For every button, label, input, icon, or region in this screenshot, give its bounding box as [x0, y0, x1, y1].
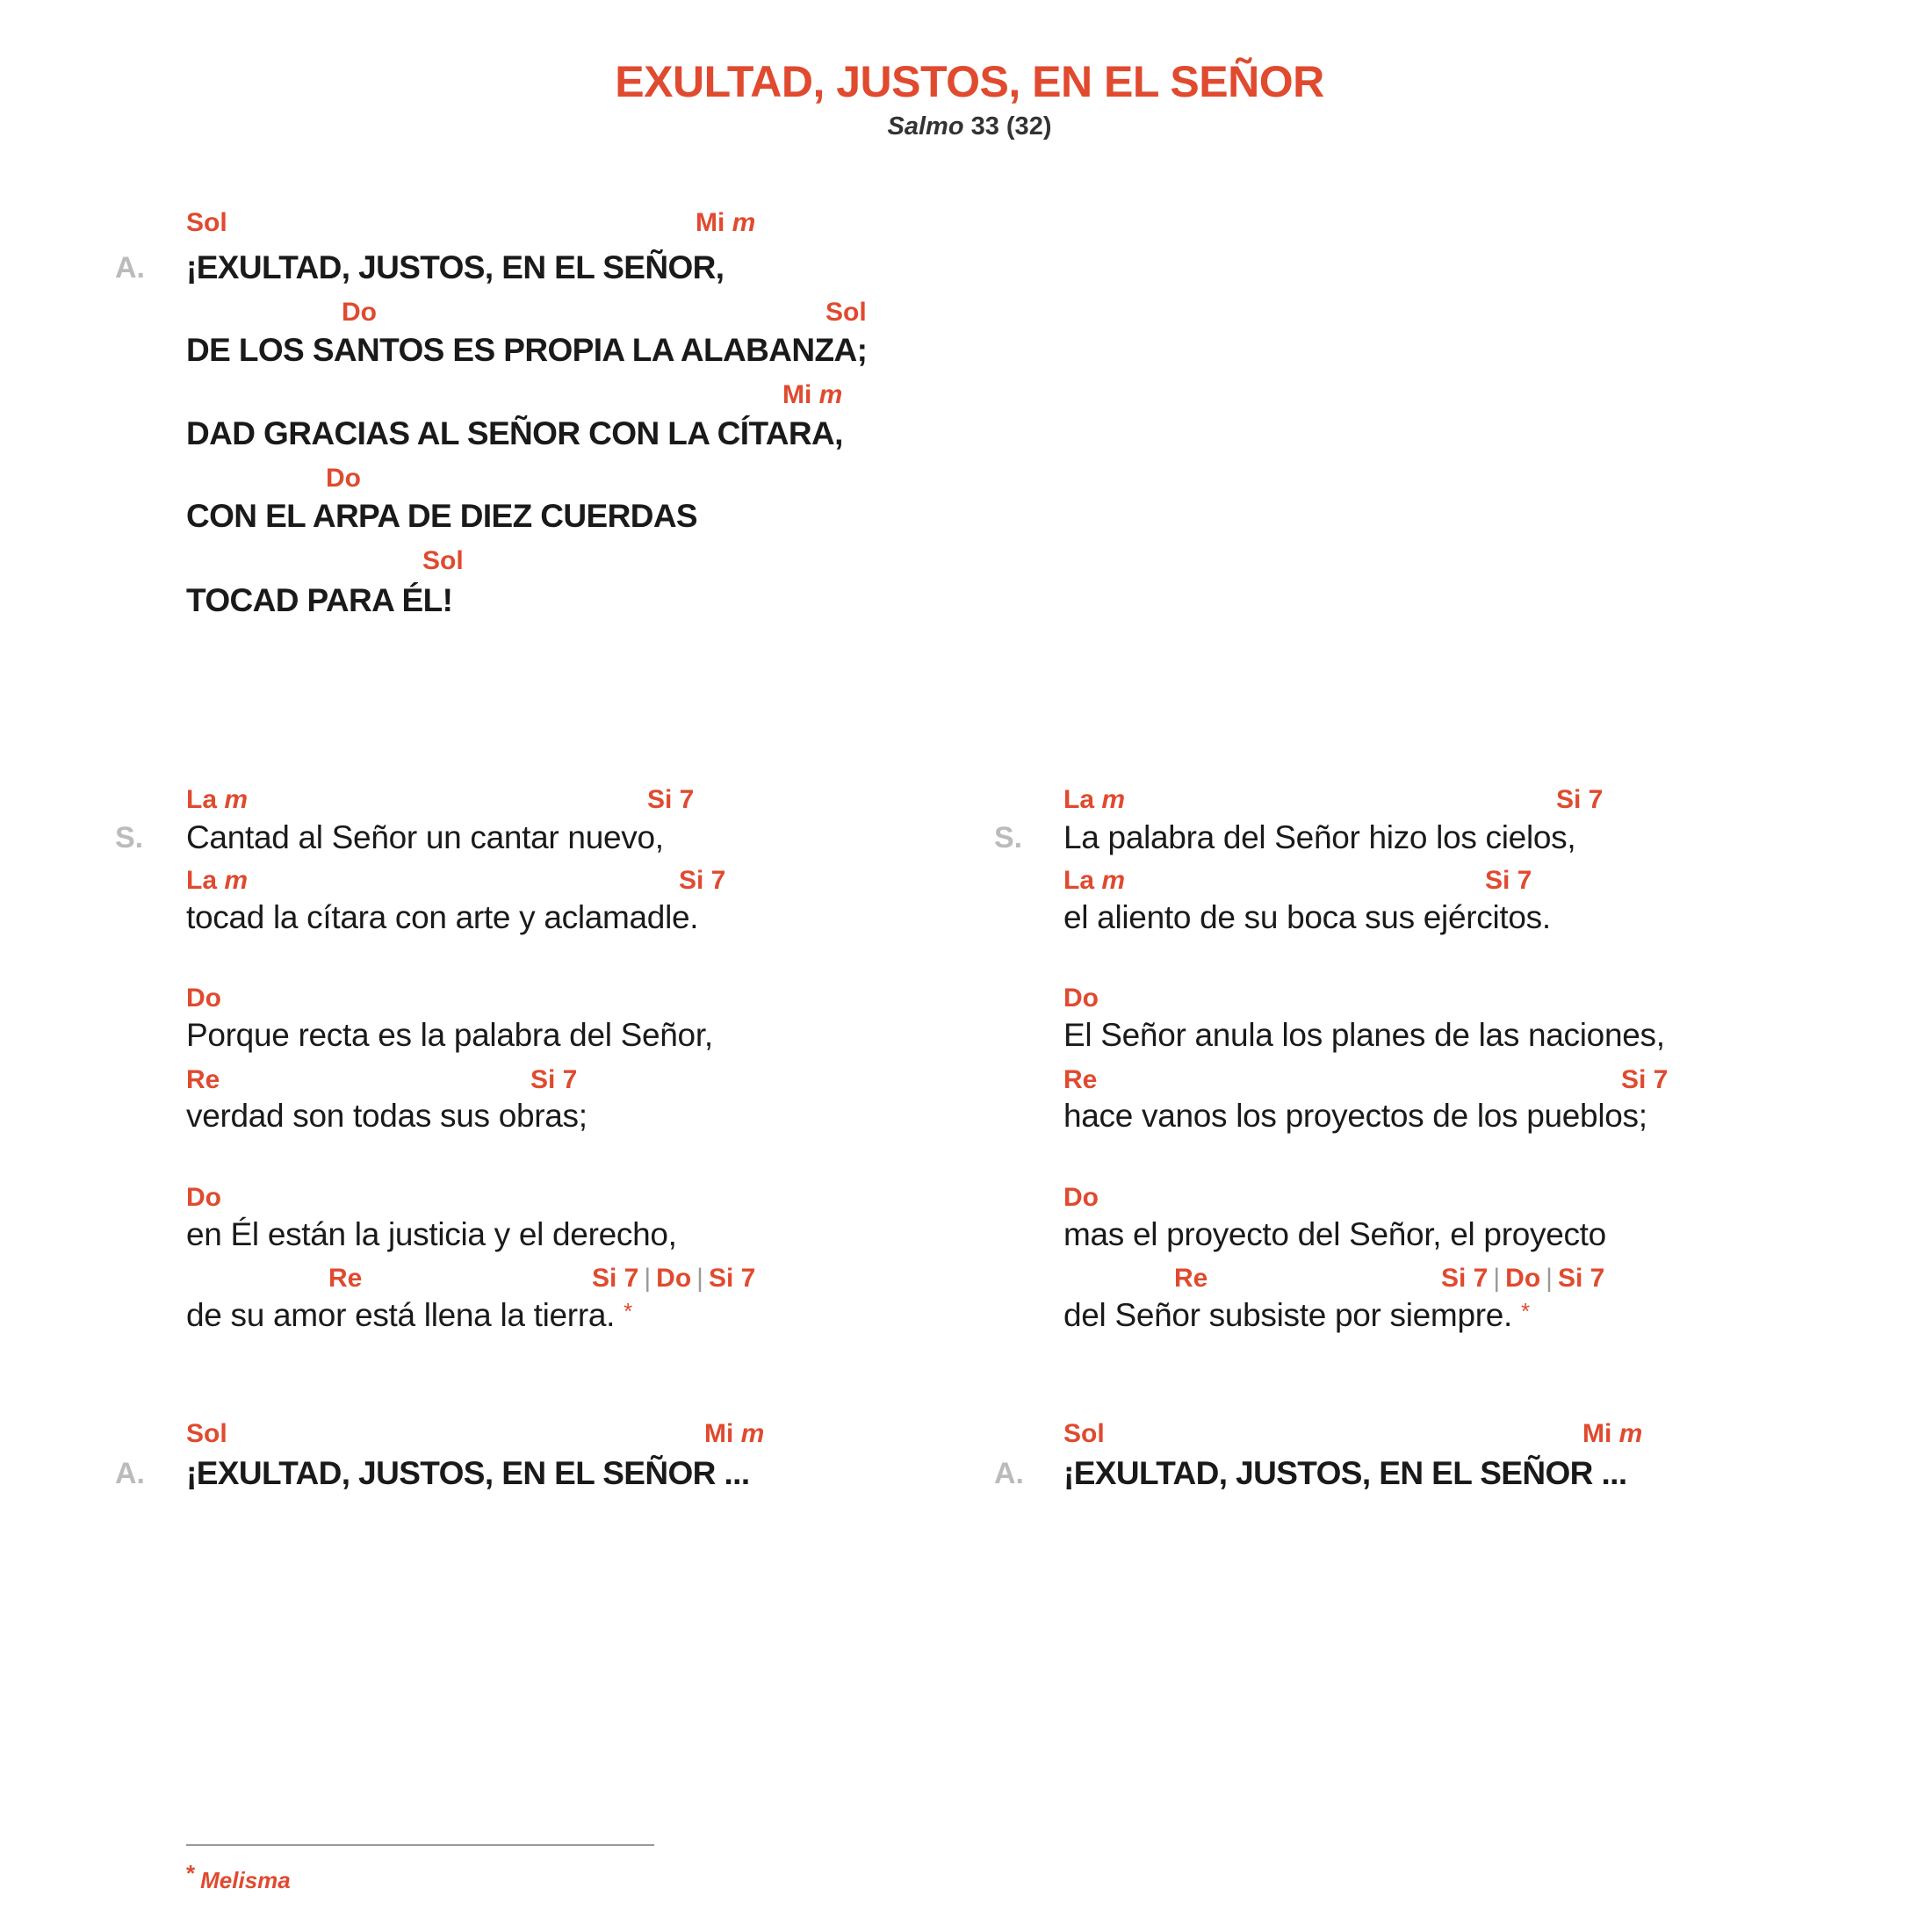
chord: Do [656, 1264, 692, 1293]
antiphon-label: A. [115, 251, 145, 285]
chord: Si 7 [1556, 785, 1604, 814]
chord: Re [328, 1264, 363, 1293]
lyric-line: TOCAD PARA ÉL! [186, 582, 453, 618]
subtitle-psalm: Salmo [887, 112, 964, 141]
chord: Re [186, 1065, 220, 1094]
antiphon-label: A. [994, 1457, 1024, 1490]
melisma-mark: * [624, 1298, 632, 1324]
chord: Sol [825, 298, 867, 327]
lyric-text: del Señor subsiste por siempre. [1063, 1297, 1513, 1333]
chord [1063, 785, 1125, 815]
chord: Re [1174, 1264, 1208, 1293]
chord-modifier: m [224, 785, 249, 814]
lyric-line: CON EL ARPA DE DIEZ CUERDAS [186, 498, 698, 534]
footnote-text: Melisma [200, 1867, 291, 1893]
chord-root: La [186, 785, 218, 814]
lyric-line: DAD GRACIAS AL SEÑOR CON LA CÍTARA, [186, 415, 843, 451]
page-title: EXULTAD, JUSTOS, EN EL SEÑOR [615, 57, 1324, 106]
lyric-line: ¡EXULTAD, JUSTOS, EN EL SEÑOR, [186, 249, 724, 285]
chord-sequence [1441, 1264, 1604, 1294]
chord-modifier: m [740, 1419, 765, 1448]
chord: Sol [186, 1419, 227, 1448]
lyric-line: ¡EXULTAD, JUSTOS, EN EL SEÑOR ... [1063, 1455, 1627, 1491]
lyric-line: hace vanos los proyectos de los pueblos; [1063, 1098, 1647, 1134]
chord [696, 208, 755, 238]
chord-root: La [1063, 785, 1095, 814]
chord-modifier: m [1101, 866, 1126, 895]
chord-root: Mi [1582, 1419, 1612, 1448]
chord-root: Mi [704, 1419, 734, 1448]
chord-root: La [1063, 866, 1095, 895]
chord: Do [1063, 1183, 1099, 1212]
chord: Si 7 [708, 1264, 756, 1293]
stanza-label: S. [994, 821, 1023, 854]
footnote [186, 1860, 291, 1894]
chord [782, 380, 842, 410]
lyric-text: de su amor está llena la tierra. [186, 1297, 616, 1333]
chord-root: Mi [782, 380, 812, 409]
chord: Si 7 [647, 785, 695, 814]
page-subtitle [0, 112, 1932, 141]
chord: Si 7 [1557, 1264, 1605, 1293]
bar-separator: | [696, 1264, 703, 1293]
lyric-line: El Señor anula los planes de las naciones, [1063, 1017, 1665, 1053]
chord [1582, 1419, 1642, 1449]
chord-modifier: m [732, 208, 756, 237]
lyric-line: La palabra del Señor hizo los cielos, [1063, 819, 1576, 855]
bar-separator: | [1546, 1264, 1553, 1293]
chord: Si 7 [592, 1264, 639, 1293]
chord: Si 7 [679, 866, 726, 895]
chord: Sol [422, 546, 464, 575]
chord: Do [1505, 1264, 1541, 1293]
chord: Do [186, 1183, 221, 1212]
chord-modifier: m [224, 866, 249, 895]
chord [186, 785, 248, 815]
lyric-line: en Él están la justicia y el derecho, [186, 1216, 677, 1252]
chord: Sol [186, 208, 227, 237]
melisma-mark: * [1521, 1298, 1530, 1324]
chord [186, 866, 248, 896]
lyric-line: verdad son todas sus obras; [186, 1098, 588, 1134]
footnote-divider [186, 1844, 654, 1846]
chord: Do [1063, 984, 1099, 1013]
chord: Re [1063, 1065, 1098, 1094]
chord-modifier: m [818, 380, 843, 409]
chord: Sol [1063, 1419, 1105, 1448]
bar-separator: | [1493, 1264, 1501, 1293]
stanza-label: S. [115, 821, 144, 854]
chord-modifier: m [1101, 785, 1126, 814]
chord: Do [186, 984, 221, 1013]
lyric-line: el aliento de su boca sus ejércitos. [1063, 899, 1551, 935]
lyric-line: Porque recta es la palabra del Señor, [186, 1017, 713, 1053]
chord-root: Mi [696, 208, 725, 237]
chord-modifier: m [1618, 1419, 1643, 1448]
footnote-asterisk: * [186, 1860, 196, 1886]
chord: Do [326, 464, 361, 493]
chord: Si 7 [530, 1065, 578, 1094]
chord-sequence [592, 1264, 755, 1294]
lyric-line: tocad la cítara con arte y aclamadle. [186, 899, 699, 935]
lyric-line [1063, 1297, 1530, 1334]
lyric-line: ¡EXULTAD, JUSTOS, EN EL SEÑOR ... [186, 1455, 750, 1491]
lyric-line: mas el proyecto del Señor, el proyecto [1063, 1216, 1606, 1252]
chord [704, 1419, 764, 1449]
antiphon-label: A. [115, 1457, 145, 1490]
subtitle-number: 33 (32) [963, 112, 1052, 141]
lyric-line: DE LOS SANTOS ES PROPIA LA ALABANZA; [186, 332, 868, 368]
lyric-line [186, 1297, 632, 1334]
bar-separator: | [644, 1264, 652, 1293]
chord: Do [342, 298, 377, 327]
chord-root: La [186, 866, 218, 895]
chord: Si 7 [1441, 1264, 1489, 1293]
lyric-line: Cantad al Señor un cantar nuevo, [186, 819, 664, 855]
chord [1063, 866, 1125, 896]
chord: Si 7 [1485, 866, 1532, 895]
chord: Si 7 [1621, 1065, 1669, 1094]
